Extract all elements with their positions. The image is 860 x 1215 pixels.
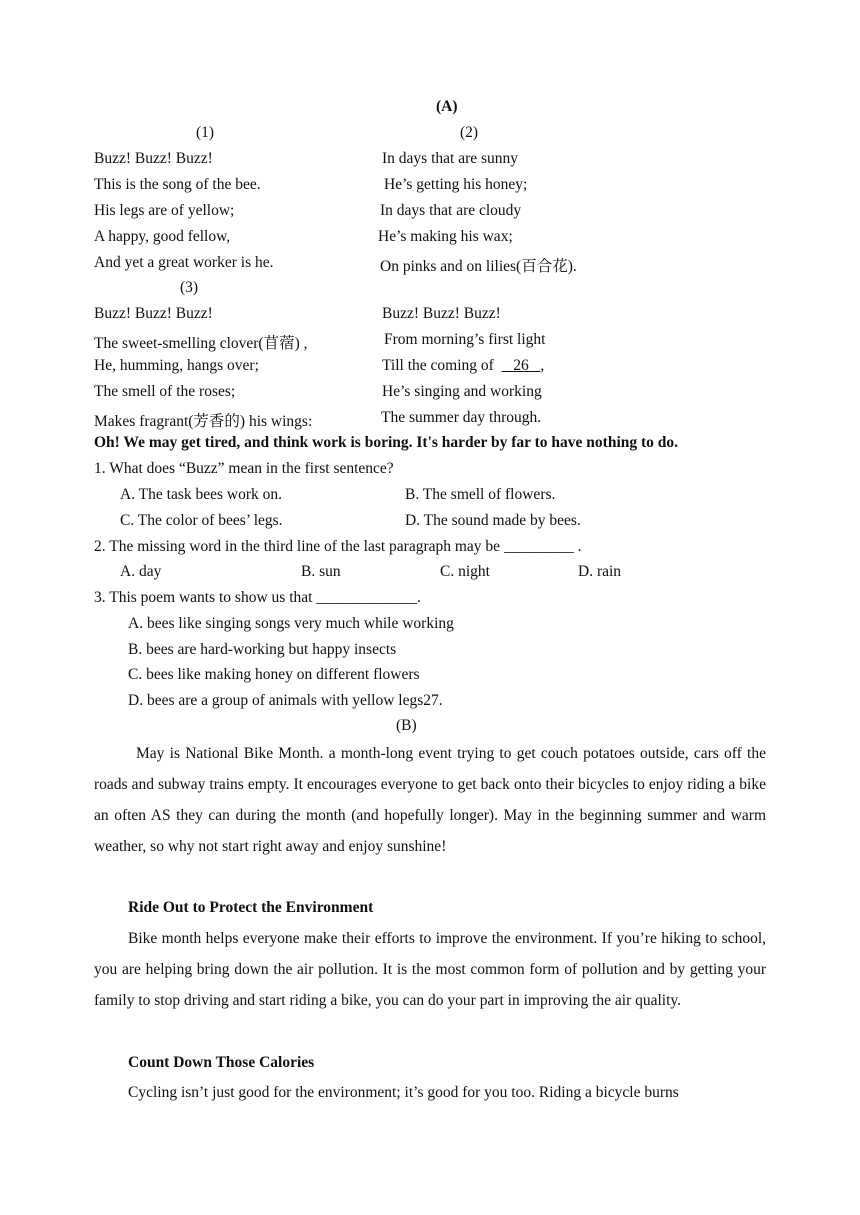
stanza-1-label: (1) — [196, 124, 215, 141]
poem-line: On pinks and on lilies(百合花). — [380, 258, 577, 275]
poem-moral: Oh! We may get tired, and think work is boring. It's harder by far to have nothing to do. — [94, 434, 679, 451]
poem-line: This is the song of the bee. — [94, 176, 261, 193]
poem-line: The smell of the roses; — [94, 383, 236, 400]
blank-number: 26 — [513, 357, 529, 374]
poem-line-text: Till the coming of — [382, 357, 494, 374]
option-c: C. night — [440, 563, 490, 580]
option-b: B. bees are hard-working but happy insects — [128, 641, 397, 658]
stanza-3-label: (3) — [180, 279, 199, 296]
poem-line: He’s making his wax; — [378, 228, 513, 245]
poem-line: He, humming, hangs over; — [94, 357, 259, 374]
blank-suffix: , — [540, 357, 545, 374]
poem-line: And yet a great worker is he. — [94, 254, 274, 271]
poem-line: From morning’s first light — [384, 331, 546, 348]
passage-heading-1: Ride Out to Protect the Environment — [128, 899, 374, 916]
question-text: 1. What does “Buzz” mean in the first sentence? — [94, 460, 394, 477]
poem-line: A happy, good fellow, — [94, 228, 231, 245]
poem-line: He’s singing and working — [382, 383, 542, 400]
poem-line: In days that are sunny — [382, 150, 519, 167]
option-c: C. The color of bees’ legs. — [120, 512, 283, 529]
poem-line: Buzz! Buzz! Buzz! — [94, 150, 213, 167]
option-a: A. day — [120, 563, 162, 580]
poem-line: Buzz! Buzz! Buzz! — [382, 305, 501, 322]
option-a: A. bees like singing songs very much while working — [128, 615, 454, 632]
option-d: D. bees are a group of animals with yellow legs27. — [128, 692, 443, 709]
poem-line: Buzz! Buzz! Buzz! — [94, 305, 213, 322]
poem-line: He’s getting his honey; — [384, 176, 528, 193]
passage-paragraph-3: Cycling isn’t just good for the environment; it’s good for you too. Riding a bicycle burns — [128, 1084, 679, 1101]
question-text: 2. The missing word in the third line of the last paragraph may be _________ . — [94, 538, 582, 555]
option-b: B. sun — [301, 563, 341, 580]
poem-line: In days that are cloudy — [380, 202, 522, 219]
option-a: A. The task bees work on. — [120, 486, 283, 503]
passage-heading-2: Count Down Those Calories — [128, 1054, 315, 1071]
section-a-title: (A) — [436, 98, 458, 115]
poem-line: Makes fragrant(芳香的) his wings: — [94, 413, 313, 430]
passage-paragraph-2: Bike month helps everyone make their efforts to improve the environment. If you’re hiking to school, you are helping bring down the air pollution. It is the most common form of pollution and by getting your family to stop driving and start riding a bike, you can do your part in improving the air quality. — [94, 930, 766, 1009]
poem-line: The summer day through. — [381, 409, 542, 426]
question-text: 3. This poem wants to show us that _____________. — [94, 589, 421, 606]
poem-line-with-blank — [382, 357, 544, 375]
option-c: C. bees like making honey on different flowers — [128, 666, 420, 683]
option-d: D. rain — [578, 563, 622, 580]
poem-line: The sweet-smelling clover(苜蓿) , — [94, 335, 308, 352]
blank-26 — [502, 357, 541, 374]
poem-line: His legs are of yellow; — [94, 202, 235, 219]
passage-paragraph-1: May is National Bike Month. a month-long event trying to get couch potatoes outside, cars off the roads and subway trains empty. It encourages everyone to get back onto their bicycles to enjoy riding a bike an often AS they can during the month (and hopefully longer). May in the beginning summer and warm weather, so why not start right away and enjoy sunshine! — [94, 745, 766, 855]
option-b: B. The smell of flowers. — [405, 486, 556, 503]
stanza-2-label: (2) — [460, 124, 479, 141]
option-d: D. The sound made by bees. — [405, 512, 581, 529]
section-b-title: (B) — [396, 717, 417, 734]
